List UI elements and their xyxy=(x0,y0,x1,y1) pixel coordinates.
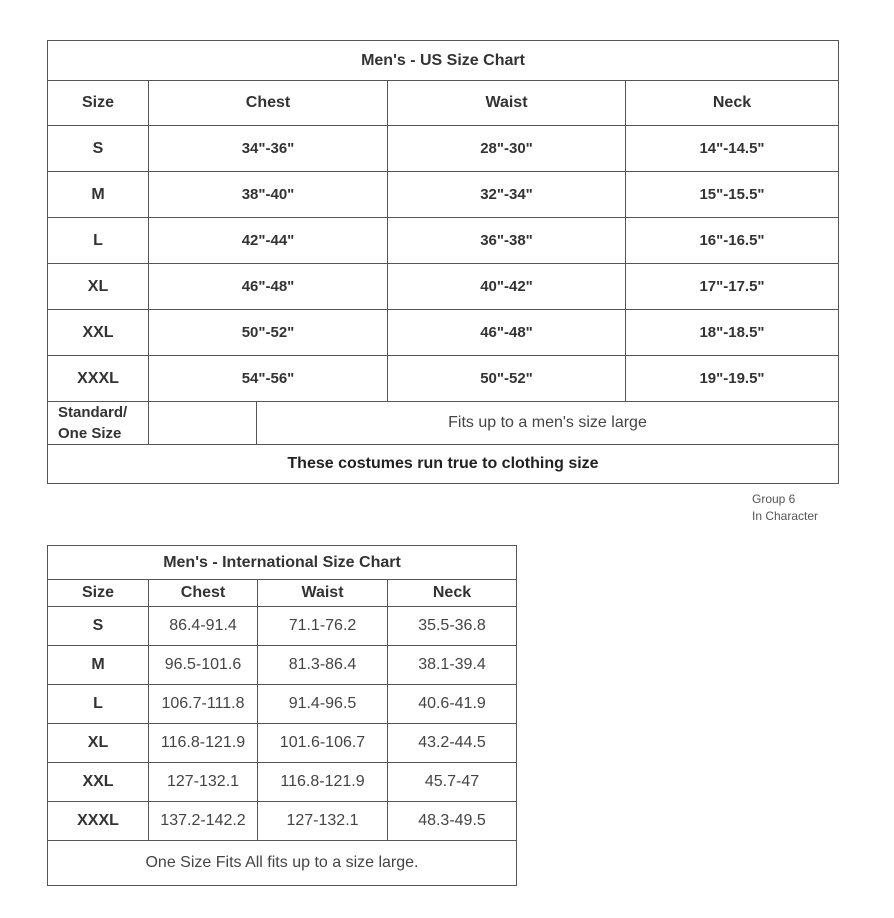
intl-neck-cell: 38.1-39.4 xyxy=(388,646,517,685)
us-size-cell: S xyxy=(48,126,149,172)
us-neck-cell: 15"-15.5" xyxy=(626,172,839,218)
us-neck-cell: 16"-16.5" xyxy=(626,218,839,264)
us-chest-cell: 46"-48" xyxy=(149,264,388,310)
us-title-row xyxy=(48,41,839,81)
intl-table-row xyxy=(48,802,517,841)
intl-table-row xyxy=(48,685,517,724)
intl-chest-cell: 137.2-142.2 xyxy=(149,802,258,841)
us-table-row xyxy=(48,264,839,310)
group-note xyxy=(752,491,818,525)
us-chest-cell: 42"-44" xyxy=(149,218,388,264)
us-size-cell: XL xyxy=(48,264,149,310)
intl-chest-cell: 116.8-121.9 xyxy=(149,724,258,763)
intl-size-cell: S xyxy=(48,607,149,646)
intl-waist-cell: 101.6-106.7 xyxy=(258,724,388,763)
us-waist-cell: 46"-48" xyxy=(388,310,626,356)
intl-neck-cell: 40.6-41.9 xyxy=(388,685,517,724)
us-standard-label-line1: Standard/ xyxy=(58,404,128,421)
us-standard-label-line2: One Size xyxy=(58,425,122,442)
us-header-waist: Waist xyxy=(388,81,626,126)
us-standard-row xyxy=(48,402,839,445)
intl-header-chest: Chest xyxy=(149,580,258,607)
intl-chest-cell: 86.4-91.4 xyxy=(149,607,258,646)
intl-table-row xyxy=(48,724,517,763)
us-table-row xyxy=(48,310,839,356)
us-chest-cell: 38"-40" xyxy=(149,172,388,218)
intl-header-row xyxy=(48,580,517,607)
intl-note-row xyxy=(48,841,517,886)
us-neck-cell: 18"-18.5" xyxy=(626,310,839,356)
intl-chart-title: Men's - International Size Chart xyxy=(48,546,517,580)
us-size-cell: XXL xyxy=(48,310,149,356)
intl-size-cell: XXXL xyxy=(48,802,149,841)
intl-chest-cell: 127-132.1 xyxy=(149,763,258,802)
group-note-line2: In Character xyxy=(752,509,819,523)
us-waist-cell: 50"-52" xyxy=(388,356,626,402)
intl-neck-cell: 48.3-49.5 xyxy=(388,802,517,841)
us-header-neck: Neck xyxy=(626,81,839,126)
intl-size-cell: L xyxy=(48,685,149,724)
us-table-row xyxy=(48,218,839,264)
intl-waist-cell: 116.8-121.9 xyxy=(258,763,388,802)
us-waist-cell: 32"-34" xyxy=(388,172,626,218)
intl-table-row xyxy=(48,607,517,646)
us-chest-cell: 34"-36" xyxy=(149,126,388,172)
intl-title-row xyxy=(48,546,517,580)
intl-waist-cell: 91.4-96.5 xyxy=(258,685,388,724)
intl-neck-cell: 43.2-44.5 xyxy=(388,724,517,763)
us-size-chart-table xyxy=(47,40,839,484)
intl-table-row xyxy=(48,646,517,685)
us-header-size: Size xyxy=(48,81,149,126)
us-standard-value: Fits up to a men's size large xyxy=(257,402,839,445)
us-neck-cell: 19"-19.5" xyxy=(626,356,839,402)
us-table-row xyxy=(48,126,839,172)
us-table-row xyxy=(48,356,839,402)
intl-chest-cell: 106.7-111.8 xyxy=(149,685,258,724)
us-size-cell: XXXL xyxy=(48,356,149,402)
intl-chest-cell: 96.5-101.6 xyxy=(149,646,258,685)
intl-header-waist: Waist xyxy=(258,580,388,607)
us-size-cell: M xyxy=(48,172,149,218)
intl-size-chart-table xyxy=(47,545,517,886)
us-table-row xyxy=(48,172,839,218)
us-neck-cell: 14"-14.5" xyxy=(626,126,839,172)
intl-header-neck: Neck xyxy=(388,580,517,607)
us-chart-note: These costumes run true to clothing size xyxy=(48,445,839,484)
us-waist-cell: 40"-42" xyxy=(388,264,626,310)
intl-neck-cell: 35.5-36.8 xyxy=(388,607,517,646)
us-neck-cell: 17"-17.5" xyxy=(626,264,839,310)
us-size-cell: L xyxy=(48,218,149,264)
intl-size-cell: XL xyxy=(48,724,149,763)
us-note-row xyxy=(48,445,839,484)
us-header-row xyxy=(48,81,839,126)
intl-header-size: Size xyxy=(48,580,149,607)
us-chart-title: Men's - US Size Chart xyxy=(48,41,839,81)
us-waist-cell: 36"-38" xyxy=(388,218,626,264)
us-standard-blank-cell xyxy=(149,402,257,445)
intl-size-cell: M xyxy=(48,646,149,685)
intl-waist-cell: 127-132.1 xyxy=(258,802,388,841)
us-chest-cell: 54"-56" xyxy=(149,356,388,402)
intl-waist-cell: 71.1-76.2 xyxy=(258,607,388,646)
group-note-line1: Group 6 xyxy=(752,492,796,506)
intl-chart-note: One Size Fits All fits up to a size large. xyxy=(48,841,517,886)
intl-neck-cell: 45.7-47 xyxy=(388,763,517,802)
us-standard-label xyxy=(48,402,149,445)
intl-size-cell: XXL xyxy=(48,763,149,802)
intl-waist-cell: 81.3-86.4 xyxy=(258,646,388,685)
intl-table-row xyxy=(48,763,517,802)
us-waist-cell: 28"-30" xyxy=(388,126,626,172)
us-chest-cell: 50"-52" xyxy=(149,310,388,356)
us-header-chest: Chest xyxy=(149,81,388,126)
